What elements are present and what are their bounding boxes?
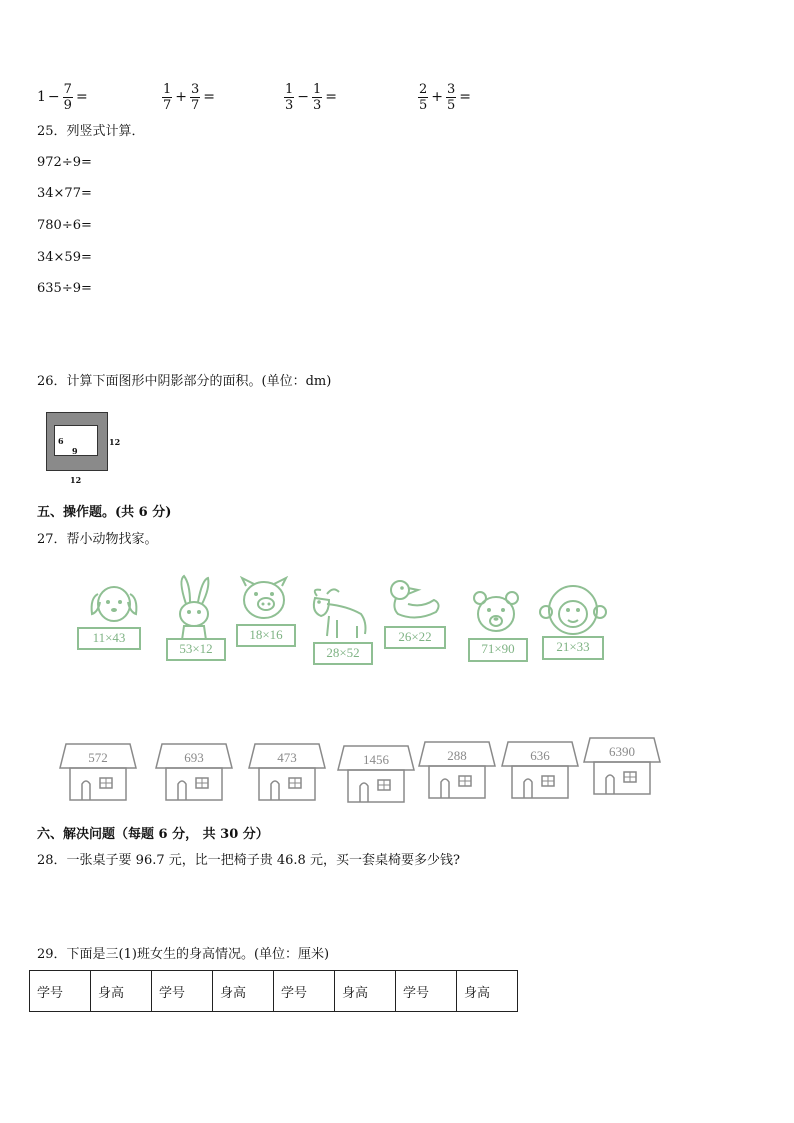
- monkey-icon: [538, 582, 608, 638]
- fraction-expression-1: [36, 78, 89, 116]
- table-header-cell: 学号: [396, 971, 457, 1012]
- denominator: 5: [419, 97, 428, 113]
- animal-sign-bear: 71×90: [468, 638, 528, 662]
- q26-title: 26．计算下面图形中阴影部分的面积。(单位：dm): [37, 374, 332, 389]
- numerator: 1: [285, 81, 294, 97]
- house-number: 6390: [609, 744, 635, 759]
- animal-sign-monkey: 21×33: [542, 636, 604, 660]
- house: [336, 744, 416, 804]
- equals: =: [325, 89, 338, 105]
- inner-width-label: 9: [72, 446, 78, 456]
- fraction-expression-2: [160, 78, 216, 116]
- house-number: 572: [88, 750, 108, 765]
- operator: −: [297, 89, 310, 105]
- q27-title: 27．帮小动物找家。: [37, 532, 158, 547]
- house-number: 473: [277, 750, 297, 765]
- table-header-cell: 学号: [274, 971, 335, 1012]
- table-header-cell: 学号: [30, 971, 91, 1012]
- fraction: [162, 82, 172, 113]
- animal-sign-rabbit: 53×12: [166, 638, 226, 661]
- goat-icon: [307, 586, 371, 642]
- equals: =: [203, 89, 216, 105]
- table-header-cell: 身高: [457, 971, 518, 1012]
- table-header-cell: 学号: [152, 971, 213, 1012]
- section-five-title: 五、操作题。(共 6 分): [37, 505, 172, 520]
- duck-icon: [382, 578, 446, 626]
- animal-sign-duck: 26×22: [384, 626, 446, 649]
- equals: =: [75, 89, 88, 105]
- numerator: 2: [419, 81, 428, 97]
- house: [58, 742, 138, 802]
- q28-text: 28．一张桌子要 96.7 元，比一把椅子贵 46.8 元，买一套桌椅要多少钱?: [37, 853, 460, 868]
- numerator: 3: [191, 81, 200, 97]
- section-six-title: 六、解决问题（每题 6 分， 共 30 分）: [37, 827, 269, 842]
- equals: =: [459, 89, 472, 105]
- operator: −: [47, 89, 60, 105]
- numerator: 3: [447, 81, 456, 97]
- house-number: 288: [447, 748, 467, 763]
- fraction: [284, 82, 294, 113]
- denominator: 9: [63, 97, 72, 113]
- dog-icon: [84, 578, 144, 630]
- denominator: 7: [163, 97, 172, 113]
- house: [582, 736, 662, 796]
- operator: +: [175, 89, 188, 105]
- q25-item: 780÷6=: [37, 218, 92, 233]
- animal-sign-goat: 28×52: [313, 642, 373, 665]
- denominator: 3: [285, 97, 294, 113]
- fraction: [63, 82, 73, 113]
- lead-number: 1: [37, 89, 46, 105]
- fraction-expression-4: [416, 78, 472, 116]
- q25-item: 972÷9=: [37, 155, 92, 170]
- animal-sign-pig: 18×16: [236, 624, 296, 647]
- table-row: [30, 971, 518, 1012]
- rabbit-icon: [168, 574, 218, 642]
- table-header-cell: 身高: [91, 971, 152, 1012]
- fraction: [446, 82, 456, 113]
- fraction: [190, 82, 200, 113]
- fraction: [418, 82, 428, 113]
- fraction-expression-3: [282, 78, 338, 116]
- pig-icon: [236, 576, 292, 624]
- house-number: 693: [184, 750, 204, 765]
- house: [500, 740, 580, 800]
- inner-height-label: 6: [58, 436, 64, 446]
- house: [417, 740, 497, 800]
- house: [154, 742, 234, 802]
- q25-title: 25．列竖式计算．: [37, 124, 145, 139]
- house-number: 1456: [363, 752, 389, 767]
- denominator: 3: [313, 97, 322, 113]
- q25-item: 34×77=: [37, 186, 92, 201]
- house-number: 636: [530, 748, 550, 763]
- numerator: 7: [63, 81, 72, 97]
- table-header-cell: 身高: [335, 971, 396, 1012]
- numerator: 1: [163, 81, 172, 97]
- table-header-cell: 身高: [213, 971, 274, 1012]
- animal-sign-dog: 11×43: [77, 627, 141, 650]
- denominator: 5: [447, 97, 456, 113]
- denominator: 7: [191, 97, 200, 113]
- outer-width-label: 12: [70, 475, 82, 485]
- outer-height-label: 12: [109, 437, 121, 447]
- numerator: 1: [313, 81, 322, 97]
- q29-title: 29．下面是三(1)班女生的身高情况。(单位：厘米): [37, 947, 330, 962]
- q25-item: 635÷9=: [37, 281, 92, 296]
- operator: +: [431, 89, 444, 105]
- bear-icon: [468, 588, 524, 640]
- q25-item: 34×59=: [37, 250, 92, 265]
- house: [247, 742, 327, 802]
- height-table: [29, 970, 518, 1012]
- fraction: [312, 82, 322, 113]
